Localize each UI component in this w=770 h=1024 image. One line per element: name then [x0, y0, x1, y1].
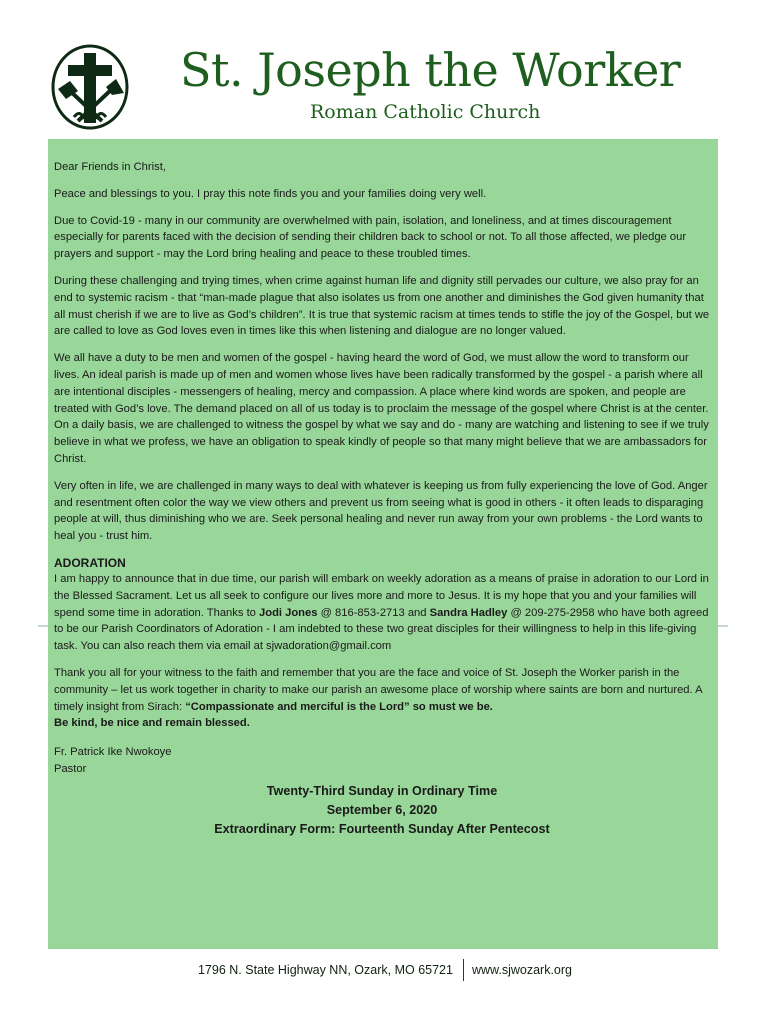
pastor-letter [48, 139, 718, 949]
closing-text: Thank you all for your witness to the faith and remember that you are the face and voice of St. Joseph the Worker parish in the community – let us work together in charity to make our parish an awesome place of worship where saints are born and nurtured. A timely insight from Sirach: [54, 666, 702, 713]
salutation: Dear Friends in Christ, [54, 161, 166, 173]
extraordinary-form: Extraordinary Form: Fourteenth Sunday After Pentecost [214, 821, 550, 836]
blessing-line: Be kind, be nice and remain blessed. [54, 717, 250, 730]
divider-mark-right [718, 625, 728, 627]
cross-with-hammer-and-axe-icon [50, 43, 130, 131]
divider-mark-left [38, 625, 48, 627]
closing-paragraph [54, 665, 710, 732]
contact-phone: @ 816-853-2713 and [317, 606, 430, 619]
paragraph: Peace and blessings to you. I pray this note finds you and your families doing very well. [54, 187, 487, 200]
paragraph: Due to Covid-19 - many in our community are overwhelmed with pain, isolation, and loneliness, and at times discouragement especially for parents faced with the decision of sending their children back to school or not. To all those affected, we pledge our prayers and support - may the Lord bring healing and peace to these troubled times. [54, 214, 687, 261]
contact-phone: @ 209-275-2958 [507, 606, 595, 619]
page-footer [0, 958, 770, 982]
sirach-quote: “Compassionate and merciful is the Lord” so must we be. [185, 700, 493, 713]
adoration-heading: ADORATION [54, 555, 126, 570]
contact-name: Sandra Hadley [429, 606, 508, 619]
website-link[interactable]: www.sjwozark.org [471, 963, 572, 977]
paragraph: Very often in life, we are challenged in many ways to deal with whatever is keeping us from fully experiencing the love of God. Anger and resentment often color the way we view others and prevent us from seeing what is good in others - it often leads to disparaging people at will, thus diminishing who we are. Seek personal healing and never run away from your own problems - the Lord wants to heal you - trust him. [54, 479, 708, 543]
adoration-paragraph [54, 571, 710, 655]
church-title: St. Joseph the Worker [180, 43, 681, 97]
church-address: 1796 N. State Highway NN, Ozark, MO 65721 [197, 963, 453, 977]
page-header [0, 0, 770, 139]
paragraph: During these challenging and trying times, when crime against human life and dignity still pervades our culture, we also pray for an end to systemic racism - that “man-made plague that also isolates us from one another and diminishes the God given humanity that all must cherish if we are to live as God’s children”. It is true that systemic racism at times tends to stifle the joy of the Gospel, but we are called to love as God loves even in times like this when listening and dialogue are no longer valued. [54, 274, 710, 338]
signature [54, 744, 710, 778]
liturgical-date: September 6, 2020 [326, 802, 438, 817]
footer-divider [463, 959, 464, 981]
adoration-text: who have both agreed to be our Parish Coordinators of Adoration - I am indebted to these two great disciples for their willingness to help in this life-giving task. You can also reach them via email at sjwadoration@gmail.com [54, 606, 709, 653]
pastor-role: Pastor [54, 762, 87, 775]
pastor-name: Fr. Patrick Ike Nwokoye [54, 746, 172, 759]
liturgical-date-block [54, 782, 710, 839]
paragraph: We all have a duty to be men and women of the gospel - having heard the word of God, we must allow the word to transform our lives. An ideal parish is made up of men and women whose lives have been radically transformed by the gospel - a parish where all are intentional disciples - messengers of healing, mercy and compassion. A place where kind words are spoken, and people are treated with God’s love. The demand placed on all of us today is to proclaim the message of the gospel where Christ is at the center. On a daily basis, we are challenged to witness the gospel by what we say and do - many are watching and listening to see if we truly believe in what we profess, we have an obligation to speak kindly of people so that many might believe that we are ambassadors for Christ. [54, 352, 709, 465]
church-subtitle: Roman Catholic Church [310, 101, 541, 123]
liturgical-day: Twenty-Third Sunday in Ordinary Time [266, 783, 498, 798]
adoration-text: I am happy to announce that in due time, our parish will embark on weekly adoration as a means of praise in adoration to our Lord in the Blessed Sacrament. Let us all seek to configure our lives more and more to Jesus. It is my hope that you and your families will spend some time in adoration. Thanks to [54, 572, 709, 619]
contact-name: Jodi Jones [259, 606, 318, 619]
